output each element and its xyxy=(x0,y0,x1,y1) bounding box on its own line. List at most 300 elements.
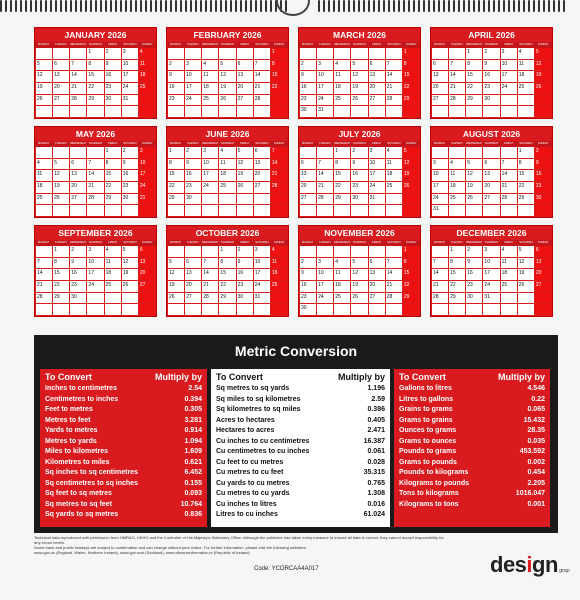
spiral-coil xyxy=(458,0,460,12)
day-cell: 30 xyxy=(483,95,499,106)
day-cell: 23 xyxy=(300,293,316,304)
month-calendar xyxy=(166,126,289,218)
logo-text: gn xyxy=(532,552,558,577)
empty-cell xyxy=(168,304,184,315)
empty-cell xyxy=(70,304,86,315)
empty-cell xyxy=(254,205,270,216)
empty-cell xyxy=(202,106,218,117)
day-cell: 13 xyxy=(237,71,253,82)
day-header: THURSDAY xyxy=(88,241,103,244)
conversion-label: Inches to centimetres xyxy=(45,385,117,392)
empty-cell xyxy=(317,147,333,158)
day-cell: 12 xyxy=(351,269,367,280)
day-cell: 6 xyxy=(369,258,385,269)
spiral-coil xyxy=(318,0,320,12)
empty-cell xyxy=(271,205,287,216)
day-cell: 7 xyxy=(317,159,333,170)
day-cell: 28 xyxy=(317,194,333,205)
day-cell: 16 xyxy=(185,170,201,181)
month-days xyxy=(431,246,552,316)
conversion-row xyxy=(399,437,545,448)
spiral-coil xyxy=(558,0,560,12)
day-header: WEDNESDAY xyxy=(69,43,87,46)
day-cell: 3 xyxy=(317,258,333,269)
day-cell: 20 xyxy=(70,182,86,193)
empty-cell xyxy=(403,304,419,315)
day-cell: 14 xyxy=(386,269,402,280)
day-cell: 18 xyxy=(501,269,517,280)
conversion-label: Gallons to litres xyxy=(399,385,452,392)
empty-cell xyxy=(237,304,253,315)
day-header: SATURDAY xyxy=(387,43,401,46)
day-cell: 12 xyxy=(466,170,482,181)
day-cell: 1 xyxy=(403,246,419,257)
month-title: OCTOBER 2026 xyxy=(195,228,260,238)
empty-cell xyxy=(53,147,69,158)
month-title: AUGUST 2026 xyxy=(462,129,521,139)
day-cell: 2 xyxy=(466,246,482,257)
day-cell: 26 xyxy=(237,182,253,193)
day-cell: 16 xyxy=(168,83,184,94)
day-cell: 16 xyxy=(535,170,551,181)
day-header: WEDNESDAY xyxy=(465,241,483,244)
day-cell: 20 xyxy=(254,170,270,181)
conversion-factor: 0.394 xyxy=(184,395,202,403)
day-cell: 15 xyxy=(105,170,121,181)
empty-cell xyxy=(202,304,218,315)
conversion-column xyxy=(40,369,207,527)
day-header: WEDNESDAY xyxy=(201,241,219,244)
day-cell: 1 xyxy=(271,48,287,59)
spiral-coil xyxy=(250,0,252,12)
day-cell: 18 xyxy=(36,182,52,193)
empty-cell xyxy=(449,304,465,315)
day-cell: 19 xyxy=(535,71,551,82)
day-cell: 9 xyxy=(168,71,184,82)
day-cell: 3 xyxy=(185,60,201,71)
day-cell: 10 xyxy=(501,60,517,71)
conversion-row xyxy=(45,437,202,448)
empty-cell xyxy=(386,48,402,59)
spiral-coil xyxy=(220,0,222,12)
spiral-coil xyxy=(70,0,72,12)
conversion-factor: 0.061 xyxy=(367,448,385,455)
day-cell: 19 xyxy=(403,170,419,181)
empty-cell xyxy=(36,205,52,216)
conversion-label: Acres to hectares xyxy=(216,416,275,424)
empty-cell xyxy=(105,106,121,117)
conversion-factor: 0.621 xyxy=(184,458,202,466)
empty-cell xyxy=(432,106,448,117)
day-header: SUNDAY xyxy=(538,43,549,46)
conversion-factor: 0.836 xyxy=(184,511,202,518)
day-cell: 2 xyxy=(300,60,316,71)
day-header: THURSDAY xyxy=(484,142,499,145)
spiral-coil xyxy=(358,0,360,12)
spiral-coil xyxy=(170,0,172,12)
day-cell: 29 xyxy=(105,194,121,205)
empty-cell xyxy=(70,205,86,216)
day-cell: 2 xyxy=(237,246,253,257)
day-cell: 11 xyxy=(271,258,287,269)
conversion-row xyxy=(45,405,202,416)
day-cell: 30 xyxy=(185,194,201,205)
empty-cell xyxy=(317,48,333,59)
empty-cell xyxy=(122,304,138,315)
day-cell: 25 xyxy=(105,281,121,292)
day-header: MONDAY xyxy=(170,142,182,145)
day-cell: 3 xyxy=(369,147,385,158)
day-cell: 23 xyxy=(300,95,316,106)
conversion-factor: 1.308 xyxy=(367,490,385,497)
month-title: JUNE 2026 xyxy=(205,129,250,139)
header-multiply-by: Multiply by xyxy=(498,372,545,382)
empty-cell xyxy=(70,106,86,117)
spiral-coil xyxy=(90,0,92,12)
spiral-coil xyxy=(363,0,365,12)
empty-cell xyxy=(87,304,103,315)
day-cell: 14 xyxy=(254,71,270,82)
day-cell: 31 xyxy=(122,95,138,106)
conversion-column xyxy=(211,369,390,527)
empty-cell xyxy=(219,304,235,315)
spiral-coil xyxy=(10,0,12,12)
spiral-coil xyxy=(483,0,485,12)
day-cell: 26 xyxy=(466,194,482,205)
conversion-factor: 2.205 xyxy=(527,479,545,487)
day-cell: 18 xyxy=(202,83,218,94)
empty-cell xyxy=(237,205,253,216)
spiral-coil xyxy=(428,0,430,12)
empty-cell xyxy=(466,205,482,216)
spiral-coil xyxy=(388,0,390,12)
conversion-factor: 0.002 xyxy=(527,458,545,466)
logo-text: des xyxy=(490,552,527,577)
day-cell: 20 xyxy=(139,269,155,280)
spiral-coil xyxy=(60,0,62,12)
day-cell: 26 xyxy=(122,281,138,292)
day-cell: 10 xyxy=(317,269,333,280)
empty-cell xyxy=(53,106,69,117)
day-cell: 7 xyxy=(501,159,517,170)
header-to-convert: To Convert xyxy=(45,372,92,382)
day-cell: 26 xyxy=(53,194,69,205)
empty-cell xyxy=(518,304,534,315)
conversion-label: Cu feet to cu metres xyxy=(216,458,284,466)
day-header: FRIDAY xyxy=(108,241,118,244)
day-cell: 22 xyxy=(87,83,103,94)
day-header: TUESDAY xyxy=(186,241,199,244)
day-cell: 29 xyxy=(168,194,184,205)
day-cell: 23 xyxy=(185,182,201,193)
day-cell: 6 xyxy=(139,246,155,257)
spiral-coil xyxy=(333,0,335,12)
day-cell: 24 xyxy=(501,83,517,94)
day-cell: 24 xyxy=(122,83,138,94)
conversion-row xyxy=(399,416,545,427)
conversion-label: Sq centimetres to sq inches xyxy=(45,479,138,487)
conversion-row xyxy=(216,510,385,521)
empty-cell xyxy=(87,147,103,158)
day-cell: 18 xyxy=(105,269,121,280)
conversion-row xyxy=(45,500,202,511)
day-cell: 13 xyxy=(185,269,201,280)
day-cell: 25 xyxy=(219,182,235,193)
conversion-row xyxy=(216,384,385,395)
day-cell: 4 xyxy=(518,48,534,59)
spiral-coil xyxy=(463,0,465,12)
empty-cell xyxy=(105,293,121,304)
day-cell: 1 xyxy=(105,147,121,158)
day-cell: 3 xyxy=(254,246,270,257)
empty-cell xyxy=(386,246,402,257)
empty-cell xyxy=(36,106,52,117)
spiral-coil xyxy=(543,0,545,12)
conversion-factor: 6.452 xyxy=(184,469,202,476)
day-header: FRIDAY xyxy=(504,241,514,244)
day-header: WEDNESDAY xyxy=(465,43,483,46)
day-cell: 25 xyxy=(202,95,218,106)
day-cell: 3 xyxy=(317,60,333,71)
day-cell: 23 xyxy=(122,182,138,193)
day-cell: 28 xyxy=(449,95,465,106)
day-cell: 9 xyxy=(300,71,316,82)
day-cell: 17 xyxy=(432,182,448,193)
empty-cell xyxy=(483,147,499,158)
footer xyxy=(34,534,570,600)
empty-cell xyxy=(449,48,465,59)
day-cell: 22 xyxy=(518,182,534,193)
header-to-convert: To Convert xyxy=(216,372,263,382)
conversion-factor: 0.093 xyxy=(184,490,202,497)
month-calendar xyxy=(430,225,553,317)
spiral-coil xyxy=(165,0,167,12)
day-cell: 6 xyxy=(432,60,448,71)
day-cell: 26 xyxy=(351,95,367,106)
month-title: JULY 2026 xyxy=(338,129,381,139)
empty-cell xyxy=(535,95,551,106)
day-cell: 20 xyxy=(369,281,385,292)
legal-line: www.gov.uk (England, Wales, Northern Ireland), www.gov.scot (Scotland), www.citizensinformation.ie (Republic of Ireland) xyxy=(34,550,250,555)
conversion-factor: 35.315 xyxy=(363,469,385,476)
legal-text xyxy=(34,535,444,555)
day-cell: 8 xyxy=(168,159,184,170)
day-cell: 3 xyxy=(202,147,218,158)
day-cell: 21 xyxy=(70,83,86,94)
conversion-label: Cu yards to cu metres xyxy=(216,479,290,487)
day-header: TUESDAY xyxy=(318,142,331,145)
day-header: THURSDAY xyxy=(352,142,367,145)
day-cell: 27 xyxy=(300,194,316,205)
empty-cell xyxy=(483,304,499,315)
day-cell: 13 xyxy=(369,71,385,82)
spiral-coil xyxy=(448,0,450,12)
day-cell: 30 xyxy=(105,95,121,106)
day-cell: 13 xyxy=(483,170,499,181)
day-cell: 12 xyxy=(168,269,184,280)
spiral-coil xyxy=(468,0,470,12)
empty-cell xyxy=(369,205,385,216)
conversion-row xyxy=(399,405,545,416)
day-header: FRIDAY xyxy=(372,241,382,244)
conversion-factor: 0.22 xyxy=(531,395,545,403)
day-cell: 16 xyxy=(466,269,482,280)
spiral-coil xyxy=(260,0,262,12)
conversion-label: Sq miles to sq kilometres xyxy=(216,395,301,403)
conversion-row xyxy=(45,426,202,437)
empty-cell xyxy=(70,48,86,59)
empty-cell xyxy=(317,246,333,257)
day-cell: 7 xyxy=(271,147,287,158)
day-cell: 4 xyxy=(334,60,350,71)
spiral-coil xyxy=(15,0,17,12)
conversion-label: Tons to kilograms xyxy=(399,490,459,497)
spiral-coil xyxy=(265,0,267,12)
day-cell: 27 xyxy=(483,194,499,205)
day-cell: 15 xyxy=(403,269,419,280)
day-cell: 25 xyxy=(449,194,465,205)
empty-cell xyxy=(403,194,419,205)
empty-cell xyxy=(168,106,184,117)
conversion-row xyxy=(45,468,202,479)
spiral-coil xyxy=(368,0,370,12)
day-header: SUNDAY xyxy=(274,142,285,145)
day-header: THURSDAY xyxy=(484,43,499,46)
spiral-coil xyxy=(235,0,237,12)
empty-cell xyxy=(386,304,402,315)
empty-cell xyxy=(271,194,287,205)
day-cell: 17 xyxy=(317,83,333,94)
day-cell: 4 xyxy=(219,147,235,158)
conversion-row xyxy=(45,395,202,406)
day-cell: 5 xyxy=(168,258,184,269)
day-cell: 11 xyxy=(219,159,235,170)
day-cell: 27 xyxy=(535,281,551,292)
spiral-coil xyxy=(538,0,540,12)
empty-cell xyxy=(36,246,52,257)
empty-cell xyxy=(36,304,52,315)
spiral-coil xyxy=(30,0,32,12)
day-header: WEDNESDAY xyxy=(333,241,351,244)
day-cell: 9 xyxy=(300,269,316,280)
day-cell: 18 xyxy=(219,170,235,181)
day-cell: 16 xyxy=(122,170,138,181)
empty-cell xyxy=(535,106,551,117)
day-cell: 5 xyxy=(237,147,253,158)
day-cell: 17 xyxy=(202,170,218,181)
day-cell: 11 xyxy=(449,170,465,181)
day-cell: 20 xyxy=(432,83,448,94)
day-header: SATURDAY xyxy=(387,142,401,145)
empty-cell xyxy=(449,147,465,158)
empty-cell xyxy=(501,293,517,304)
day-cell: 23 xyxy=(483,83,499,94)
spiral-coil xyxy=(80,0,82,12)
conversion-label: Kilograms to tons xyxy=(399,500,459,508)
conversion-factor: 1.196 xyxy=(367,385,385,392)
day-header: FRIDAY xyxy=(240,142,250,145)
day-header: SATURDAY xyxy=(123,43,137,46)
day-cell: 1 xyxy=(334,147,350,158)
spiral-coil xyxy=(100,0,102,12)
empty-cell xyxy=(386,205,402,216)
day-cell: 9 xyxy=(185,159,201,170)
empty-cell xyxy=(369,106,385,117)
day-header: SUNDAY xyxy=(538,142,549,145)
spiral-coil xyxy=(155,0,157,12)
day-cell: 1 xyxy=(403,48,419,59)
spiral-coil xyxy=(50,0,52,12)
day-cell: 24 xyxy=(202,182,218,193)
empty-cell xyxy=(300,246,316,257)
spiral-coil xyxy=(25,0,27,12)
day-header: SUNDAY xyxy=(142,43,153,46)
spiral-coil xyxy=(523,0,525,12)
spiral-coil xyxy=(110,0,112,12)
spiral-coil xyxy=(413,0,415,12)
day-header: TUESDAY xyxy=(450,142,463,145)
day-cell: 13 xyxy=(369,269,385,280)
day-cell: 24 xyxy=(139,182,155,193)
empty-cell xyxy=(202,48,218,59)
day-cell: 4 xyxy=(139,48,155,59)
month-days xyxy=(167,147,288,217)
spiral-coil xyxy=(5,0,7,12)
day-header: FRIDAY xyxy=(108,142,118,145)
empty-cell xyxy=(87,106,103,117)
day-cell: 1 xyxy=(518,147,534,158)
spiral-coil xyxy=(210,0,212,12)
day-cell: 28 xyxy=(70,95,86,106)
conversion-label: Yards to metres xyxy=(45,427,98,434)
day-header: WEDNESDAY xyxy=(333,43,351,46)
conversion-row xyxy=(45,416,202,427)
day-cell: 12 xyxy=(535,60,551,71)
spiral-coil xyxy=(140,0,142,12)
conversion-row xyxy=(399,447,545,458)
day-cell: 25 xyxy=(334,293,350,304)
conversion-row xyxy=(399,479,545,490)
day-header: SATURDAY xyxy=(255,142,269,145)
day-cell: 10 xyxy=(122,60,138,71)
conversion-factor: 0.016 xyxy=(367,500,385,508)
day-cell: 29 xyxy=(518,194,534,205)
day-cell: 21 xyxy=(36,281,52,292)
empty-cell xyxy=(449,106,465,117)
empty-cell xyxy=(535,205,551,216)
empty-cell xyxy=(518,106,534,117)
day-cell: 11 xyxy=(518,60,534,71)
empty-cell xyxy=(483,106,499,117)
spiral-coil xyxy=(160,0,162,12)
day-header: SATURDAY xyxy=(519,43,533,46)
day-cell: 14 xyxy=(501,170,517,181)
spiral-coil xyxy=(548,0,550,12)
day-cell: 27 xyxy=(53,95,69,106)
month-days xyxy=(299,48,420,118)
day-cell: 11 xyxy=(139,60,155,71)
empty-cell xyxy=(254,48,270,59)
day-cell: 11 xyxy=(501,258,517,269)
day-cell: 4 xyxy=(271,246,287,257)
day-cell: 26 xyxy=(168,293,184,304)
day-header: SUNDAY xyxy=(406,241,417,244)
day-cell: 25 xyxy=(334,95,350,106)
spiral-coil xyxy=(438,0,440,12)
conversion-factor: 2.54 xyxy=(188,385,202,392)
empty-cell xyxy=(334,205,350,216)
day-header: SATURDAY xyxy=(255,43,269,46)
